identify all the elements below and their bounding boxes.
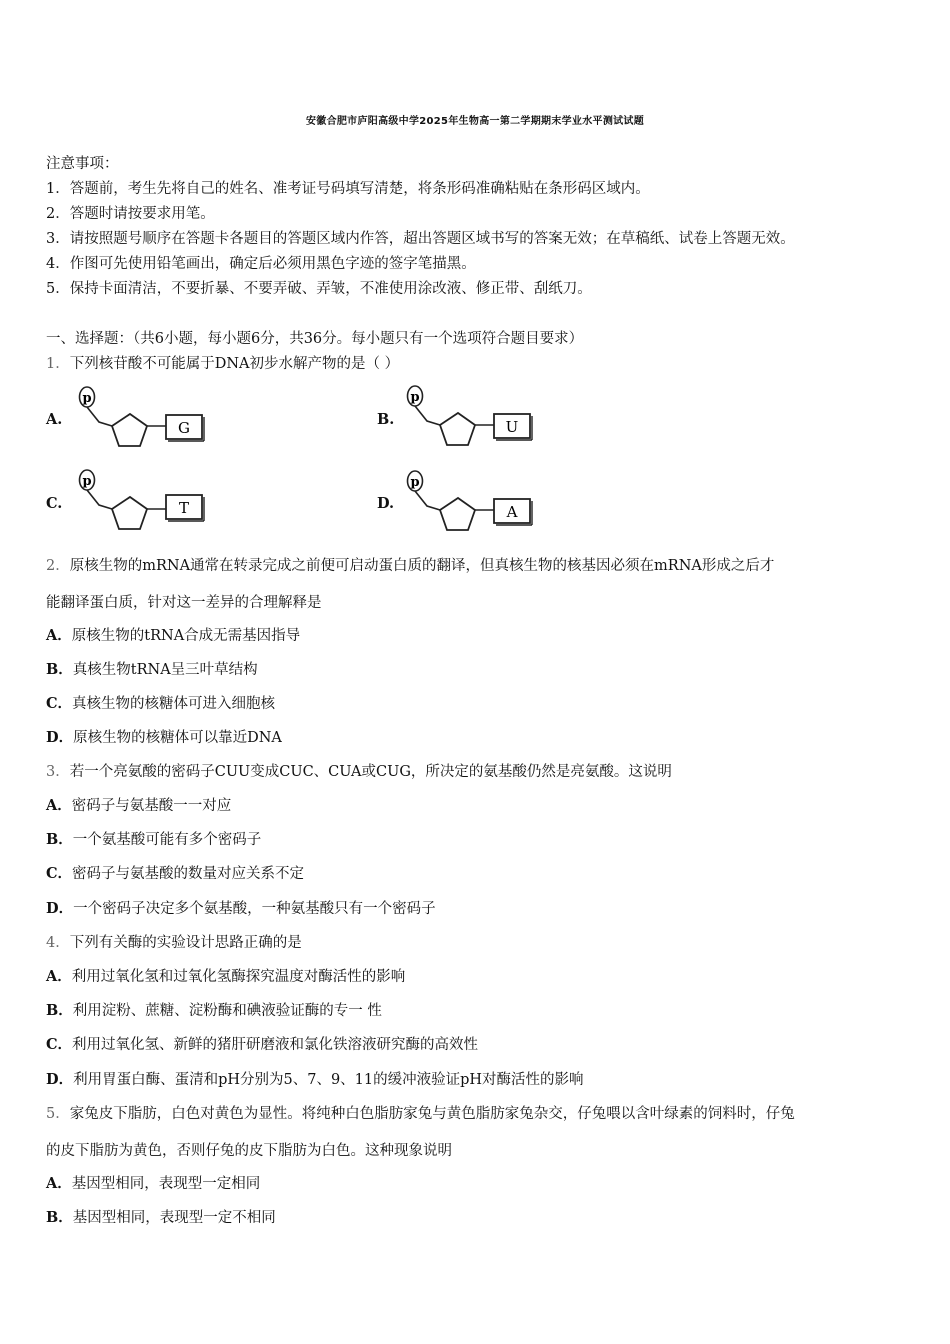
option-text: 原核生物的核糖体可以靠近DNA [73, 730, 282, 746]
nucleotide-diagram-c [76, 467, 216, 537]
option-label: A． [46, 1175, 72, 1192]
question-text: 若一个亮氨酸的密码子CUU变成CUC、CUA或CUG，所决定的氨基酸仍然是亮氨酸。这说明 [69, 764, 672, 780]
phosphate-label: p [410, 390, 420, 405]
option-text: 利用淀粉、蔗糖、淀粉酶和碘液验证酶的专一 性 [72, 1003, 382, 1019]
option-b [46, 658, 258, 679]
notice-heading: 注意事项： [46, 156, 119, 172]
question-text: 家兔皮下脂肪，白色对黄色为显性。将纯种白色脂肪家兔与黄色脂肪家兔杂交，仔兔喂以含叶绿素的饲料时，仔兔 [69, 1106, 795, 1122]
option-a [46, 965, 405, 986]
option-c [46, 1033, 478, 1054]
option-label: C． [46, 695, 73, 712]
option-text: 原核生物的tRNA合成无需基因指导 [71, 628, 301, 644]
base-label: G [178, 419, 190, 437]
option-label: B． [46, 1209, 73, 1226]
option-d [46, 1068, 584, 1089]
option-text: 真核生物tRNA呈三叶草结构 [72, 662, 258, 678]
option-b [46, 1206, 276, 1227]
question-5 [46, 1102, 795, 1123]
option-text: 密码子与氨基酸一一对应 [71, 798, 232, 814]
question-3 [46, 760, 672, 781]
phosphate-label: p [82, 391, 92, 406]
question-2 [46, 554, 774, 575]
option-d [46, 897, 436, 918]
option-label: D． [46, 729, 74, 746]
question-number: 5． [46, 1106, 70, 1122]
option-text: 密码子与氨基酸的数量对应关系不定 [72, 866, 305, 882]
option-text: 利用过氧化氢和过氧化氢酶探究温度对酶活性的影响 [71, 969, 406, 985]
option-label: C． [46, 1036, 73, 1053]
question-text: 原核生物的mRNA通常在转录完成之前便可启动蛋白质的翻译，但真核生物的核基因必须在mRNA形成之后才 [69, 558, 775, 574]
option-label: D． [46, 1071, 74, 1088]
question-number: 1． [46, 356, 70, 372]
notice-item: 5．保持卡面清洁，不要折暴、不要弄破、弄皱，不准使用涂改液、修正带、刮纸刀。 [46, 281, 592, 297]
option-label: A． [46, 797, 72, 814]
option-c [46, 692, 275, 713]
phosphate-label: p [82, 474, 92, 489]
option-text: 利用过氧化氢、新鲜的猪肝研磨液和氯化铁溶液研究酶的高效性 [72, 1037, 479, 1053]
nucleotide-diagram-d [404, 468, 544, 538]
option-label: A. [46, 411, 63, 428]
option-text: 基因型相同，表现型一定相同 [71, 1176, 261, 1192]
option-text: 基因型相同，表现型一定不相同 [72, 1210, 276, 1226]
option-d [46, 726, 282, 747]
option-label: B． [46, 1002, 73, 1019]
question-text-continued: 的皮下脂肪为黄色，否则仔兔的皮下脂肪为白色。这种现象说明 [46, 1143, 452, 1159]
option-label: C． [46, 865, 73, 882]
question-text-continued: 能翻译蛋白质，针对这一差异的合理解释是 [46, 595, 322, 611]
option-text: 一个氨基酸可能有多个密码子 [72, 832, 262, 848]
question-number: 3． [46, 764, 70, 780]
phosphate-label: p [410, 475, 420, 490]
question-4 [46, 931, 302, 952]
base-label: A [506, 503, 518, 521]
option-text: 一个密码子决定多个氨基酸，一种氨基酸只有一个密码子 [73, 901, 436, 917]
notice-item: 2．答题时请按要求用笔。 [46, 206, 215, 222]
option-text: 真核生物的核糖体可进入细胞核 [72, 696, 276, 712]
option-a [46, 794, 231, 815]
base-label: U [505, 418, 519, 436]
nucleotide-diagram-a [76, 384, 216, 454]
notice-item: 1．答题前，考生先将自己的姓名、准考证号码填写清楚，将条形码准确粘贴在条形码区域内。 [46, 181, 650, 197]
question-number: 2． [46, 558, 70, 574]
option-label: D． [46, 900, 74, 917]
option-label: B． [46, 661, 73, 678]
option-b [46, 999, 382, 1020]
option-label: B． [46, 831, 73, 848]
option-label: C. [46, 495, 63, 512]
option-b [46, 828, 261, 849]
notice-item: 3．请按照题号顺序在答题卡各题目的答题区域内作答，超出答题区域书写的答案无效；在草稿纸、试卷上答题无效。 [46, 231, 795, 247]
option-label: D. [377, 495, 395, 512]
option-label: B. [377, 411, 395, 428]
page-title: 安徽合肥市庐阳高级中学2025年生物高一第二学期期末学业水平测试试题 [305, 116, 645, 127]
option-label: A． [46, 968, 72, 985]
option-text: 利用胃蛋白酶、蛋清和pH分别为5、7、9、11的缓冲液验证pH对酶活性的影响 [73, 1072, 584, 1088]
option-label: A． [46, 627, 72, 644]
question-number: 4． [46, 935, 70, 951]
option-a [46, 624, 300, 645]
option-a [46, 1172, 260, 1193]
base-label: T [178, 499, 190, 517]
option-c [46, 862, 304, 883]
question-text: 下列有关酶的实验设计思路正确的是 [69, 935, 302, 951]
section-heading: 一、选择题：（共6小题，每小题6分，共36分。每小题只有一个选项符合题目要求） [46, 331, 584, 347]
notice-item: 4．作图可先使用铅笔画出，确定后必须用黑色字迹的签字笔描黑。 [46, 256, 476, 272]
question-text: 下列核苷酸不可能属于DNA初步水解产物的是（ ） [69, 356, 400, 372]
nucleotide-diagram-b [404, 383, 544, 453]
question-1 [46, 352, 399, 373]
